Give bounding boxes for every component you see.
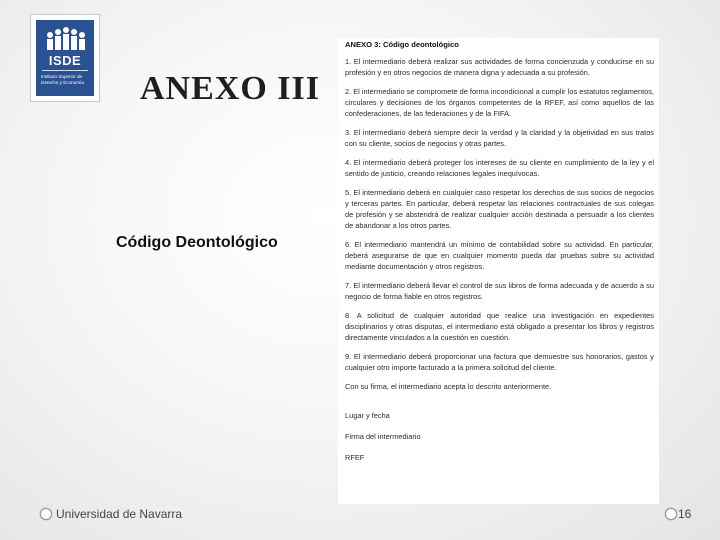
clause-8: 8. A solicitud de cualquier autoridad que realice una investigación en expedientes disciplinarios y otras disputas, el intermediario está obligado a presentar los libros y registros directamente vinculados a la cuestión en cuestión.	[345, 311, 654, 342]
footer-right-bullet-icon	[665, 508, 677, 520]
clause-4: 4. El intermediario deberá proteger los intereses de su cliente en cumplimiento de la ley y el sentido de justicio, creando relaciones legales inequívocas.	[345, 158, 654, 178]
slide-heading: ANEXO III	[140, 70, 320, 107]
clause-9: 9. El intermediario deberá proporcionar una factura que demuestre sus honorarios, gastos y cualquier otro importe facturado a la primera solicitud del cliente.	[345, 352, 654, 372]
clause-3: 3. El intermediario deberá siempre decir la verdad y la claridad y la objetividad en sus tratos con su cliente, socios de negocios y otras partes.	[345, 128, 654, 148]
page-number: 16	[678, 507, 692, 521]
logo-divider	[42, 70, 88, 71]
footer-institution: Universidad de Navarra	[56, 507, 183, 521]
clause-1: 1. El intermediario deberá realizar sus actividades de forma concienzuda y conducirse en su profesión y en otros negocios de manera digna y adecuada a su profesión.	[345, 57, 654, 77]
document-body	[338, 38, 659, 463]
logo-subtitle: Instituto Superior de Derecho y Economía	[41, 74, 84, 85]
footer-left-bullet-icon	[40, 508, 52, 520]
logo-panel	[36, 20, 94, 96]
logo-title: ISDE	[48, 53, 82, 68]
clause-5: 5. El intermediario deberá en cualquier caso respetar los derechos de sus socios de negocios y terceras partes. En particular, deberá respetar las relaciones contractuales de sus colegas de profesión y se abstendrá de realizar cualquier acción destinada a persuadir a los clientes de abandonar a los otros partes.	[345, 188, 654, 230]
document-title: ANEXO 3: Código deontológico	[345, 40, 459, 49]
signature-intermediary: Firma del intermediario	[345, 432, 421, 441]
signature-place-date: Lugar y fecha	[345, 411, 390, 420]
document-image	[338, 38, 659, 504]
slide-subtitle: Código Deontológico	[116, 234, 278, 251]
clause-7: 7. El intermediario deberá llevar el control de sus libros de forma adecuada y de acuerdo a su negocio de forma fiable en otros registros.	[345, 281, 654, 301]
signature-rfef: RFEF	[345, 453, 365, 462]
isde-logo	[30, 14, 100, 102]
clause-2: 2. El intermediario se compromete de forma incondicional a cumplir los estatutos reglamentos, circulares y decisiones de los órganos competentes de la RFEF, así como aquellos de las confederaciones, de las federaciones y de la FIFA.	[345, 87, 654, 118]
logo-figures-icon	[44, 26, 88, 52]
clause-6: 6. El intermediario mantendrá un mínimo de contabilidad sobre su actividad. En particular, deberá asegurarse de que en cualquier momento pueda dar pruebas sobre su actividad mediante documentación y otros registros.	[345, 240, 654, 271]
closing-statement: Con su firma, el intermediario acepta lo descrito anteriormente.	[345, 382, 552, 391]
